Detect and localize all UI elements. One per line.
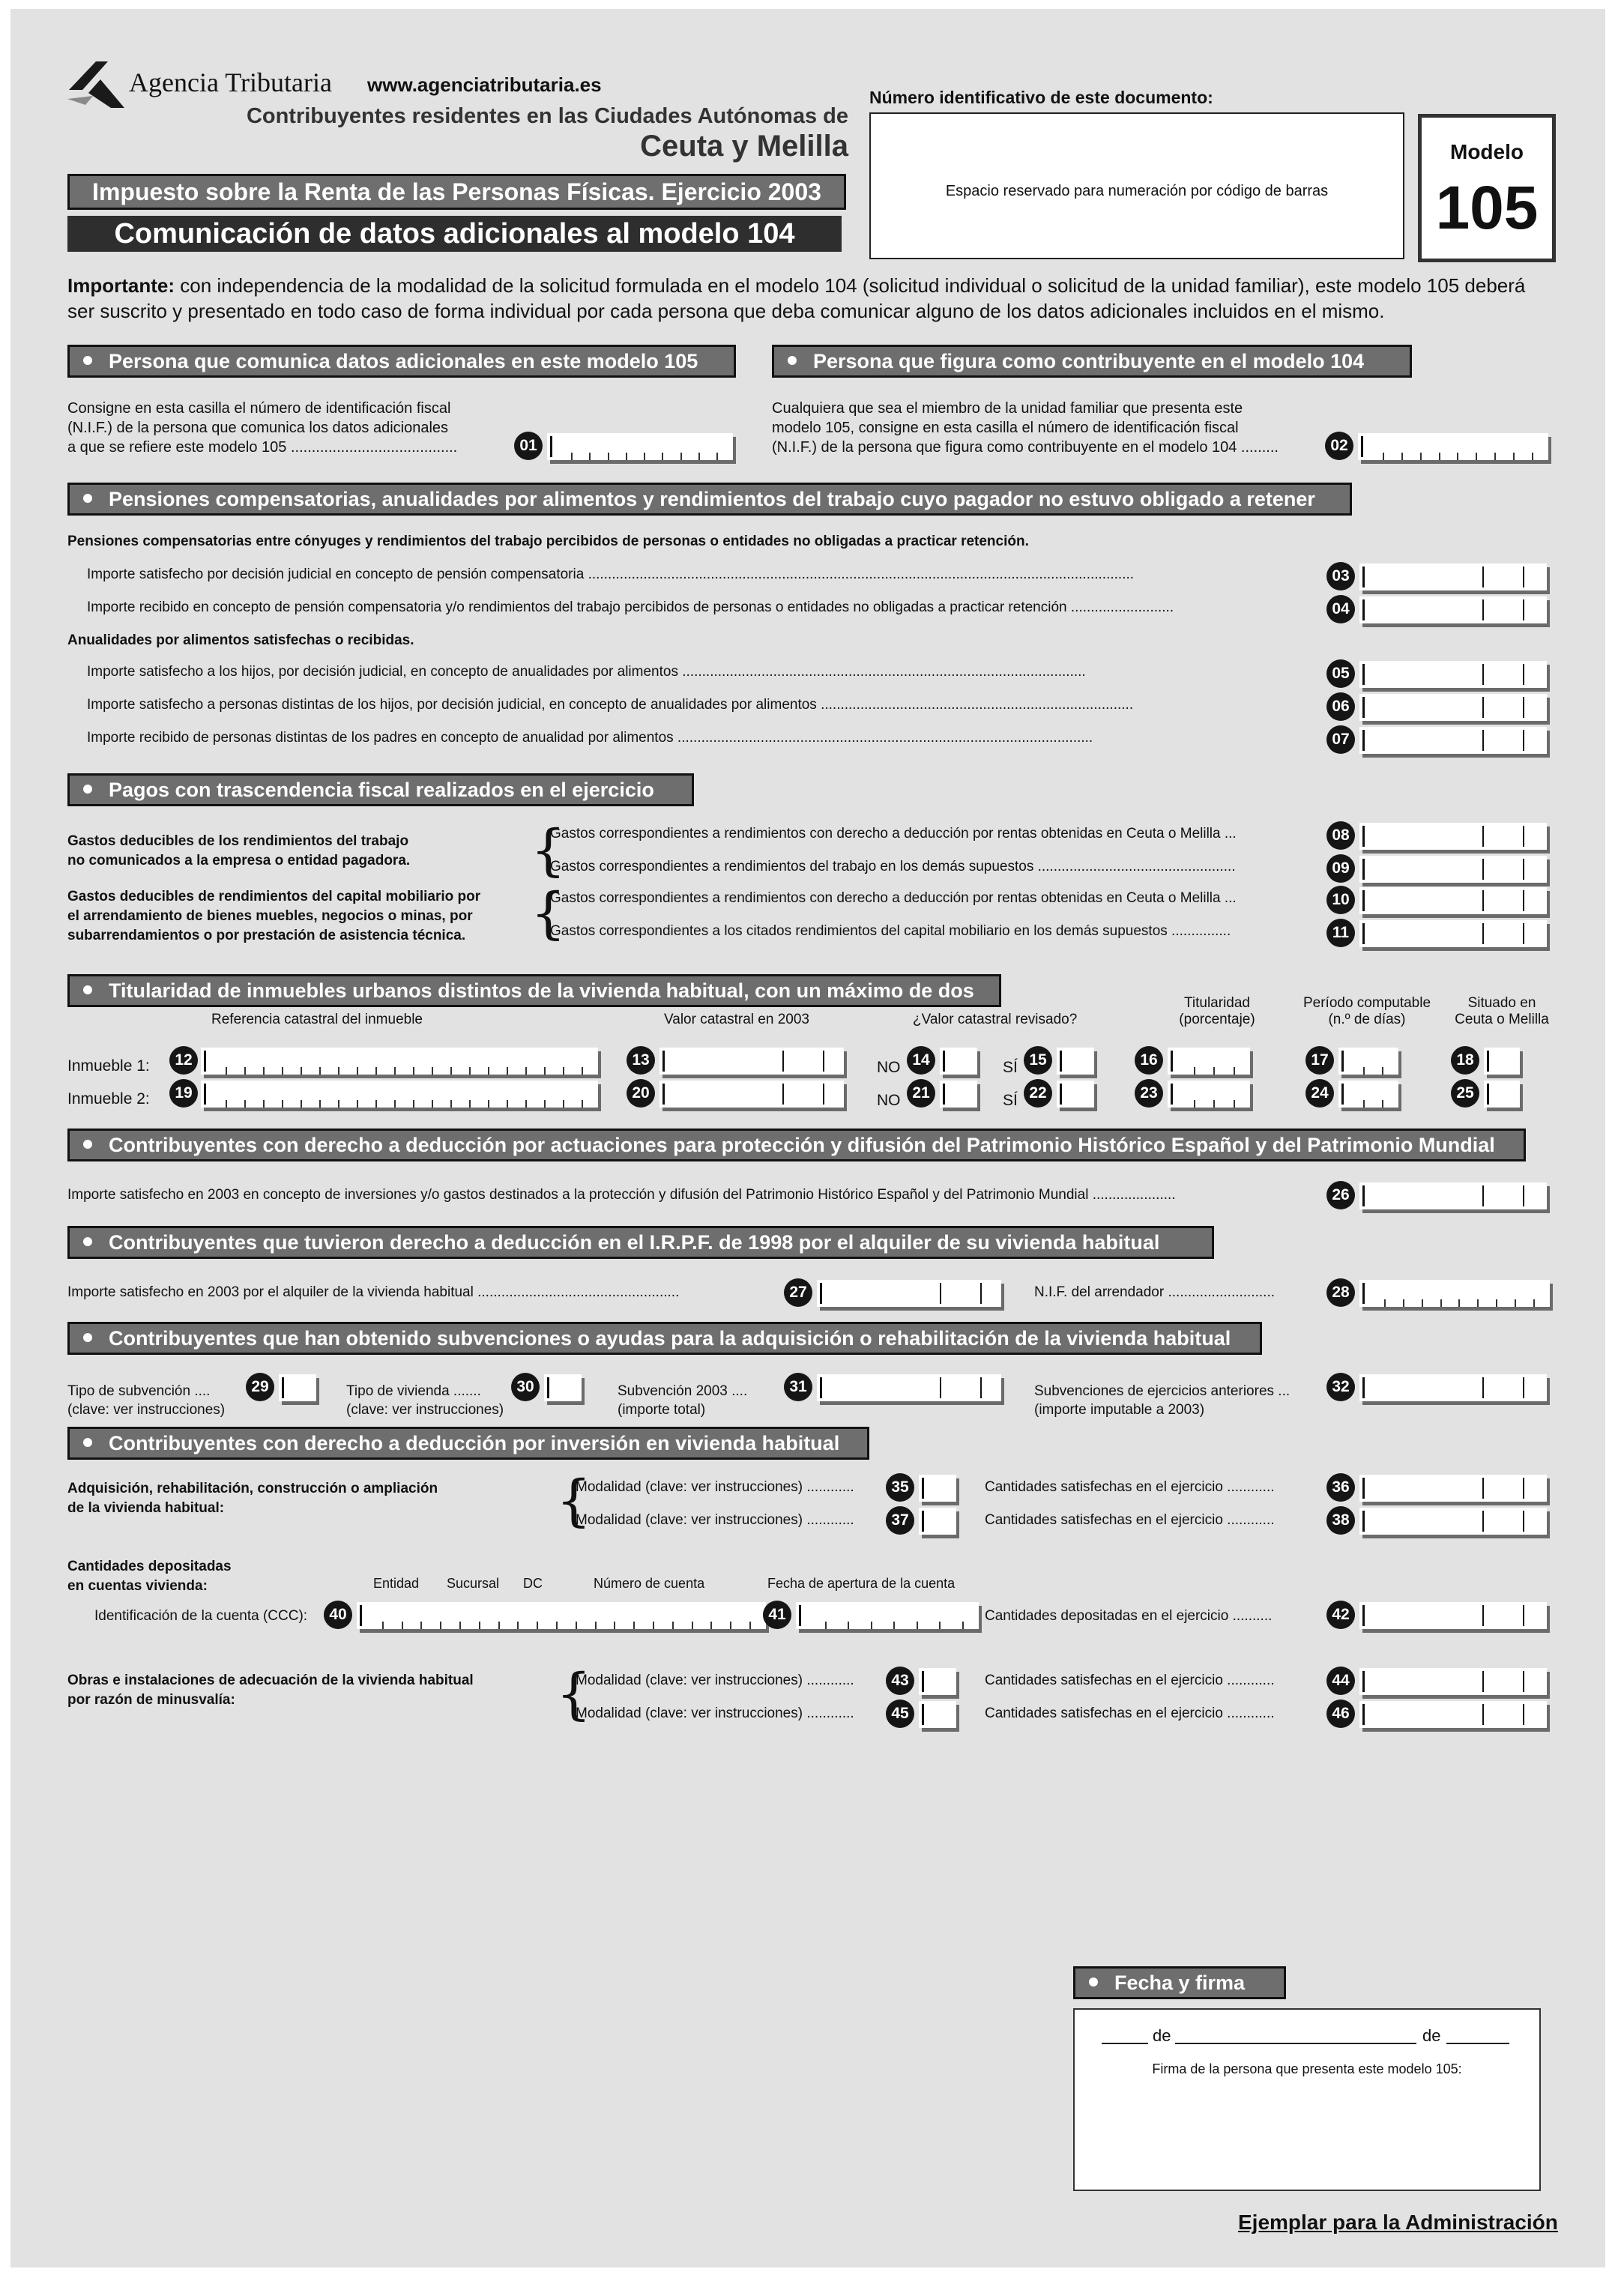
section-persona-contribuyente-title: Persona que figura como contribuyente en el modelo 104 [813, 350, 1365, 372]
casilla-40-badge: 40 [324, 1601, 352, 1629]
barcode-area [869, 112, 1404, 259]
casilla-04-field[interactable] [1359, 596, 1547, 623]
label-40: Identificación de la cuenta (CCC): [94, 1608, 308, 1624]
important-line-2: ser suscrito y presentado en todo caso de forma individual por cada persona que deba comunicar alguno de los datos adicionales incluidos en el mismo. [67, 300, 1385, 322]
casilla-03-field[interactable] [1359, 564, 1547, 590]
casilla-42-badge: 42 [1326, 1601, 1355, 1629]
label-cuentas-vivienda: Cantidades depositadas en cuentas vivienda: [67, 1559, 232, 1594]
pagos-left-2: Gastos deducibles de rendimientos del capital mobiliario por el arrendamiento de bienes muebles, negocios o minas, por subarrendamientos o por prestación de asistencia técnica. [67, 889, 481, 943]
section-inmuebles [67, 974, 1001, 1007]
label-46: Cantidades satisfechas en el ejercicio ............ [985, 1705, 1275, 1721]
col-numero-cuenta: Número de cuenta [594, 1576, 705, 1591]
casilla-30-badge: 30 [511, 1373, 540, 1401]
label-07: Importe recibido de personas distintas de los padres en concepto de anualidad por alimentos ......................................................................................................... [87, 730, 1093, 746]
casilla-43-field[interactable] [919, 1668, 956, 1695]
casilla-05-badge: 05 [1326, 659, 1355, 688]
form-title: Impuesto sobre la Renta de las Personas Físicas. Ejercicio 2003 [67, 174, 846, 210]
label-08: Gastos correspondientes a rendimientos con derecho a deducción por rentas obtenidas en Ceuta o Melilla ... [550, 826, 1237, 842]
label-05: Importe satisfecho a los hijos, por decisión judicial, en concepto de anualidades por alimentos ...................................................................................................... [87, 664, 1086, 680]
casilla-01-field[interactable] [547, 433, 733, 460]
label-11: Gastos correspondientes a los citados rendimientos del capital mobiliario en los demás supuestos ............... [550, 923, 1231, 939]
label-43: Modalidad (clave: ver instrucciones) ............ [576, 1673, 854, 1688]
casilla-28-field[interactable] [1359, 1280, 1550, 1307]
casilla-15-badge: 15 [1024, 1046, 1052, 1075]
casilla-37-badge: 37 [886, 1506, 914, 1535]
pensiones-subtitle-1: Pensiones compensatorias entre cónyuges y rendimientos del trabajo percibidos de personas o entidades no obligadas a practicar retención. [67, 534, 1029, 549]
inmueble-2-label: Inmueble 2: [67, 1090, 150, 1108]
section-subvenciones [67, 1322, 1262, 1355]
casilla-45-field[interactable] [919, 1701, 956, 1728]
section-fecha-firma [1073, 1966, 1286, 1999]
casilla-44-badge: 44 [1326, 1667, 1355, 1695]
casilla-12-badge: 12 [169, 1046, 198, 1075]
casilla-26-badge: 26 [1326, 1181, 1355, 1209]
section-pensiones-title: Pensiones compensatorias, anualidades por alimentos y rendimientos del trabajo cuyo pagador no estuvo obligado a retener [109, 488, 1315, 510]
section-patrimonio-title: Contribuyentes con derecho a deducción por actuaciones para protección y difusión del Patrimonio Histórico Español y del Patrimonio Mundial [109, 1134, 1495, 1156]
col-ref-catastral: Referencia catastral del inmueble [211, 1012, 423, 1027]
casilla-26-field[interactable] [1359, 1182, 1547, 1209]
casilla-10-badge: 10 [1326, 886, 1355, 914]
casilla-32-badge: 32 [1326, 1373, 1355, 1401]
signature-label: Firma de la persona que presenta este modelo 105: [1152, 2061, 1462, 2076]
col-fecha-apertura: Fecha de apertura de la cuenta [767, 1576, 956, 1591]
section-alquiler-title: Contribuyentes que tuvieron derecho a deducción en el I.R.P.F. de 1998 por el alquiler de su vivienda habitual [109, 1231, 1160, 1254]
casilla-06-field[interactable] [1359, 694, 1547, 721]
modelo-label: Modelo [1450, 140, 1524, 163]
casilla-09-badge: 09 [1326, 854, 1355, 883]
de-label-1: de [1153, 2026, 1171, 2045]
si-label-2: SÍ [1003, 1092, 1018, 1109]
agency-name: Agencia Tributaria [129, 67, 332, 97]
casilla-17-badge: 17 [1305, 1046, 1334, 1075]
casilla-13-badge: 13 [627, 1046, 655, 1075]
section-pensiones [67, 483, 1352, 516]
important-text-1: con independencia de la modalidad de la solicitud formulada en el modelo 104 (solicitud individual o solicitud de la unidad familiar), este modelo 105 deberá [180, 274, 1526, 297]
casilla-13-field[interactable] [659, 1048, 844, 1075]
casilla-38-badge: 38 [1326, 1506, 1355, 1535]
casilla-09-field[interactable] [1359, 856, 1547, 883]
casilla-02-badge: 02 [1325, 432, 1353, 460]
header-location: Ceuta y Melilla [640, 130, 848, 163]
label-36: Cantidades satisfechas en el ejercicio ............ [985, 1479, 1275, 1495]
casilla-22-field[interactable] [1057, 1081, 1094, 1108]
section-persona-comunica-title: Persona que comunica datos adicionales en este modelo 105 [109, 350, 698, 372]
casilla-35-badge: 35 [886, 1473, 914, 1502]
casilla-16-badge: 16 [1135, 1046, 1163, 1075]
section-subvenciones-title: Contribuyentes que han obtenido subvenciones o ayudas para la adquisición o rehabilitación de la vivienda habitual [109, 1327, 1231, 1350]
important-label: Importante: [67, 274, 175, 297]
col-situado: Situado en Ceuta o Melilla [1455, 995, 1549, 1027]
label-42: Cantidades depositadas en el ejercicio .......... [985, 1608, 1273, 1624]
section-fecha-firma-title: Fecha y firma [1114, 1972, 1246, 1994]
form-sheet [10, 9, 1605, 2268]
casilla-18-badge: 18 [1451, 1046, 1479, 1075]
label-37: Modalidad (clave: ver instrucciones) ............ [576, 1512, 854, 1528]
casilla-08-field[interactable] [1359, 823, 1547, 850]
col-sucursal: Sucursal [447, 1576, 500, 1591]
casilla-19-badge: 19 [169, 1079, 198, 1108]
casilla-02-field[interactable] [1358, 433, 1548, 460]
label-30: Tipo de vivienda ....... (clave: ver instrucciones) [346, 1383, 504, 1418]
brace-adquisicion: { [556, 1469, 592, 1533]
casilla-21-badge: 21 [907, 1079, 935, 1108]
casilla-24-badge: 24 [1305, 1079, 1334, 1108]
col-valor-revisado: ¿Valor catastral revisado? [913, 1012, 1078, 1027]
barcode-placeholder: Espacio reservado para numeración por código de barras [945, 183, 1329, 199]
label-28: N.I.F. del arrendador ........................... [1034, 1284, 1276, 1300]
casilla-41-field[interactable] [796, 1602, 979, 1629]
casilla-42-field[interactable] [1359, 1602, 1547, 1629]
label-31: Subvención 2003 .... (importe total) [618, 1383, 748, 1418]
casilla-41-badge: 41 [763, 1601, 791, 1629]
casilla-14-field[interactable] [940, 1048, 977, 1075]
casilla-37-field[interactable] [919, 1508, 956, 1535]
casilla-25-field[interactable] [1484, 1081, 1520, 1108]
de-label-2: de [1422, 2026, 1441, 2045]
label-38: Cantidades satisfechas en el ejercicio ............ [985, 1512, 1275, 1528]
casilla-16-field[interactable] [1168, 1048, 1250, 1075]
casilla-21-field[interactable] [940, 1081, 977, 1108]
casilla-14-badge: 14 [907, 1046, 935, 1075]
label-35: Modalidad (clave: ver instrucciones) ............ [576, 1479, 854, 1495]
label-09: Gastos correspondientes a rendimientos del trabajo en los demás supuestos .................................................. [550, 859, 1236, 874]
header-subtitle: Contribuyentes residentes en las Ciudades Autónomas de [246, 104, 848, 128]
col-valor-catastral: Valor catastral en 2003 [664, 1012, 809, 1027]
casilla-07-badge: 07 [1326, 725, 1355, 754]
casilla-27-field[interactable] [817, 1280, 1001, 1307]
casilla-28-badge: 28 [1326, 1278, 1355, 1307]
casilla-40-field[interactable] [357, 1602, 766, 1629]
casilla-45-badge: 45 [886, 1700, 914, 1728]
doc-id-label: Número identificativo de este documento: [869, 88, 1213, 107]
casilla-32-field[interactable] [1359, 1374, 1547, 1401]
casilla-15-field[interactable] [1057, 1048, 1094, 1075]
section-inmuebles-title: Titularidad de inmuebles urbanos distintos de la vivienda habitual, con un máximo de dos [109, 979, 974, 1002]
casilla-29-badge: 29 [246, 1373, 274, 1401]
casilla-11-badge: 11 [1326, 919, 1355, 947]
persona-left-text: Consigne en esta casilla el número de identificación fiscal (N.I.F.) de la persona que comunica los datos adicionales a que se refiere este modelo 105 ........................................ [67, 400, 458, 456]
section-inversion [67, 1427, 869, 1460]
footer-ejemplar: Ejemplar para la Administración [1238, 2211, 1558, 2234]
agency-logo-icon [66, 60, 126, 109]
pagos-left-1: Gastos deducibles de los rendimientos del trabajo no comunicados a la empresa o entidad pagadora. [67, 833, 411, 868]
casilla-12-field[interactable] [201, 1048, 598, 1075]
label-04: Importe recibido en concepto de pensión compensatoria y/o rendimientos del trabajo percibidos de personas o entidades no obligadas a practicar retención .......................... [87, 599, 1174, 615]
label-obras: Obras e instalaciones de adecuación de la vivienda habitual por razón de minusvalía: [67, 1673, 474, 1708]
label-29: Tipo de subvención .... (clave: ver instrucciones) [67, 1383, 226, 1418]
important-line-1 [67, 274, 1525, 297]
casilla-31-field[interactable] [817, 1374, 1001, 1401]
label-44: Cantidades satisfechas en el ejercicio ............ [985, 1673, 1275, 1688]
day-line [1102, 2043, 1148, 2044]
casilla-25-badge: 25 [1451, 1079, 1479, 1108]
label-10: Gastos correspondientes a rendimientos con derecho a deducción por rentas obtenidas en Ceuta o Melilla ... [550, 890, 1237, 906]
casilla-04-badge: 04 [1326, 595, 1355, 623]
casilla-35-field[interactable] [919, 1475, 956, 1502]
casilla-22-badge: 22 [1024, 1079, 1052, 1108]
casilla-20-field[interactable] [659, 1081, 844, 1108]
col-entidad: Entidad [373, 1576, 420, 1591]
persona-right-text: Cualquiera que sea el miembro de la unidad familiar que presenta este modelo 105, consigne en esta casilla el número de identificación fiscal (N.I.F.) de la persona que figura como contribuyente en el modelo 104 ......... [772, 400, 1279, 456]
section-inversion-title: Contribuyentes con derecho a deducción por inversión en vivienda habitual [109, 1432, 840, 1454]
casilla-03-badge: 03 [1326, 562, 1355, 590]
casilla-08-badge: 08 [1326, 821, 1355, 850]
casilla-20-badge: 20 [627, 1079, 655, 1108]
casilla-01-badge: 01 [514, 432, 543, 460]
casilla-29-field[interactable] [279, 1374, 316, 1401]
casilla-36-field[interactable] [1359, 1475, 1547, 1502]
col-titularidad: Titularidad (porcentaje) [1179, 995, 1255, 1027]
label-06: Importe satisfecho a personas distintas de los hijos, por decisión judicial, en concepto de anualidades por alimentos ............................................................................... [87, 697, 1134, 713]
casilla-05-field[interactable] [1359, 661, 1547, 688]
brace-pagos-2: { [531, 881, 567, 946]
label-26: Importe satisfecho en 2003 en concepto de inversiones y/o gastos destinados a la protección y difusión del Patrimonio Histórico Español y del Patrimonio Mundial ..................... [67, 1187, 1176, 1203]
month-line [1175, 2043, 1416, 2044]
casilla-23-badge: 23 [1135, 1079, 1163, 1108]
casilla-46-field[interactable] [1359, 1701, 1547, 1728]
casilla-18-field[interactable] [1484, 1048, 1520, 1075]
section-alquiler [67, 1226, 1214, 1259]
casilla-11-field[interactable] [1359, 920, 1547, 947]
casilla-46-badge: 46 [1326, 1700, 1355, 1728]
section-pagos [67, 773, 694, 806]
brace-pagos-1: { [531, 818, 567, 883]
casilla-07-field[interactable] [1359, 727, 1547, 754]
modelo-number: 105 [1435, 174, 1539, 242]
pensiones-subtitle-2: Anualidades por alimentos satisfechas o recibidas. [67, 632, 414, 648]
section-patrimonio [67, 1129, 1526, 1161]
casilla-17-field[interactable] [1338, 1048, 1398, 1075]
brace-obras: { [556, 1662, 592, 1726]
inmueble-1-label: Inmueble 1: [67, 1057, 150, 1075]
section-persona-contribuyente [772, 345, 1412, 378]
label-32: Subvenciones de ejercicios anteriores ... (importe imputable a 2003) [1034, 1383, 1291, 1418]
casilla-38-field[interactable] [1359, 1508, 1547, 1535]
casilla-44-field[interactable] [1359, 1668, 1547, 1695]
casilla-23-field[interactable] [1168, 1081, 1250, 1108]
casilla-06-badge: 06 [1326, 692, 1355, 721]
no-label-2: NO [877, 1092, 901, 1109]
si-label-1: SÍ [1003, 1059, 1018, 1076]
agency-website: www.agenciatributaria.es [367, 73, 602, 96]
section-persona-comunica [67, 345, 736, 378]
casilla-31-badge: 31 [784, 1373, 812, 1401]
casilla-27-badge: 27 [784, 1278, 812, 1307]
col-dc: DC [523, 1576, 543, 1591]
label-27: Importe satisfecho en 2003 por el alquiler de la vivienda habitual ................................................... [67, 1284, 680, 1300]
casilla-10-field[interactable] [1359, 887, 1547, 914]
label-adquisicion: Adquisición, rehabilitación, construcción o ampliación de la vivienda habitual: [67, 1481, 438, 1516]
casilla-19-field[interactable] [201, 1081, 598, 1108]
col-periodo: Período computable (n.º de días) [1302, 995, 1431, 1027]
casilla-24-field[interactable] [1338, 1081, 1398, 1108]
form-subtitle: Comunicación de datos adicionales al modelo 104 [67, 216, 842, 252]
casilla-36-badge: 36 [1326, 1473, 1355, 1502]
section-pagos-title: Pagos con trascendencia fiscal realizados en el ejercicio [109, 779, 654, 801]
year-line [1446, 2043, 1509, 2044]
label-03: Importe satisfecho por decisión judicial en concepto de pensión compensatoria .......................................................................................................................................... [87, 567, 1135, 582]
label-45: Modalidad (clave: ver instrucciones) ............ [576, 1705, 854, 1721]
casilla-43-badge: 43 [886, 1667, 914, 1695]
modelo-box [1418, 114, 1556, 262]
casilla-30-field[interactable] [544, 1374, 582, 1401]
signature-box [1073, 2008, 1541, 2191]
no-label-1: NO [877, 1059, 901, 1076]
